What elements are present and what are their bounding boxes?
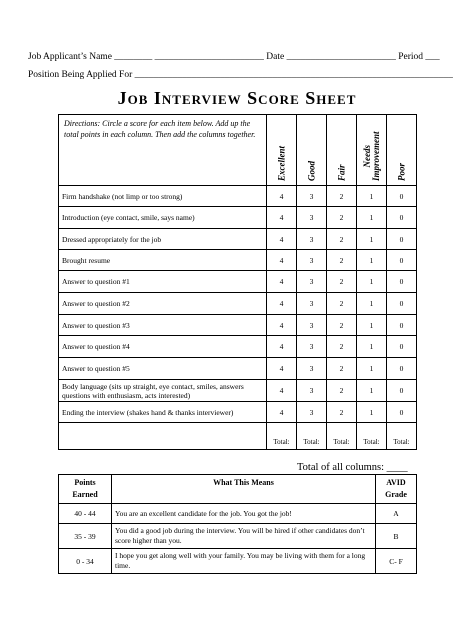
directions-text: Circle a score for each item below. Add up the total points in each column. Then add the columns together. — [64, 119, 256, 139]
score-row — [59, 315, 417, 336]
score-item-label: Introduction (eye contact, smile, says name) — [59, 207, 267, 229]
score-option[interactable]: 2 — [327, 380, 357, 402]
score-option[interactable]: 2 — [327, 229, 357, 250]
grade-row — [59, 524, 417, 549]
score-option[interactable]: 2 — [327, 186, 357, 207]
score-option[interactable]: 1 — [357, 336, 387, 358]
score-option[interactable]: 3 — [297, 402, 327, 423]
grade-points: 35 - 39 — [59, 524, 112, 549]
grade-letter: C- F — [376, 549, 417, 574]
grade-row — [59, 504, 417, 524]
score-item-label: Answer to question #5 — [59, 358, 267, 380]
score-option[interactable]: 2 — [327, 358, 357, 380]
score-option[interactable]: 1 — [357, 250, 387, 271]
score-table — [58, 114, 417, 450]
column-header-poor: Poor — [387, 115, 417, 186]
score-row — [59, 229, 417, 250]
score-option[interactable]: 0 — [387, 380, 417, 402]
score-option[interactable]: 0 — [387, 207, 417, 229]
score-item-label: Body language (sits up straight, eye contact, smiles, answers questions with enthusiasm, acts interested) — [59, 380, 267, 402]
grade-header-row — [59, 475, 417, 504]
score-option[interactable]: 4 — [267, 315, 297, 336]
score-option[interactable]: 0 — [387, 250, 417, 271]
score-option[interactable]: 0 — [387, 293, 417, 315]
score-row — [59, 207, 417, 229]
grade-meaning: You are an excellent candidate for the job. You got the job! — [112, 504, 376, 524]
score-option[interactable]: 1 — [357, 186, 387, 207]
score-item-label: Ending the interview (shakes hand & thanks interviewer) — [59, 402, 267, 423]
score-option[interactable]: 4 — [267, 250, 297, 271]
score-row — [59, 336, 417, 358]
score-option[interactable]: 4 — [267, 293, 297, 315]
score-option[interactable]: 1 — [357, 358, 387, 380]
score-option[interactable]: 0 — [387, 336, 417, 358]
score-option[interactable]: 2 — [327, 250, 357, 271]
score-option[interactable]: 0 — [387, 229, 417, 250]
meaning-header: What This Means — [112, 475, 376, 504]
grade-table — [58, 474, 417, 574]
score-row — [59, 402, 417, 423]
grade-points: 40 - 44 — [59, 504, 112, 524]
score-option[interactable]: 0 — [387, 402, 417, 423]
score-item-label: Brought resume — [59, 250, 267, 271]
score-row — [59, 186, 417, 207]
score-option[interactable]: 3 — [297, 229, 327, 250]
score-option[interactable]: 4 — [267, 207, 297, 229]
column-header-excellent: Excellent — [267, 115, 297, 186]
score-option[interactable]: 3 — [297, 271, 327, 293]
score-row — [59, 250, 417, 271]
score-option[interactable]: 4 — [267, 358, 297, 380]
score-option[interactable]: 1 — [357, 315, 387, 336]
grade-letter: A — [376, 504, 417, 524]
score-row — [59, 271, 417, 293]
score-item-label: Answer to question #1 — [59, 271, 267, 293]
grade-meaning: You did a good job during the interview. You will be hired if other candidates don’t score higher than you. — [112, 524, 376, 549]
score-option[interactable]: 4 — [267, 336, 297, 358]
score-option[interactable]: 1 — [357, 207, 387, 229]
grade-row — [59, 549, 417, 574]
grade-letter: B — [376, 524, 417, 549]
score-option[interactable]: 3 — [297, 358, 327, 380]
score-option[interactable]: 4 — [267, 402, 297, 423]
directions-label: Directions: — [64, 119, 101, 128]
total-fair[interactable]: Total: — [327, 423, 357, 450]
score-option[interactable]: 1 — [357, 271, 387, 293]
score-option[interactable]: 3 — [297, 186, 327, 207]
score-option[interactable]: 2 — [327, 271, 357, 293]
column-header-good: Good — [297, 115, 327, 186]
applicant-name-date-period-line[interactable]: Job Applicant’s Name ________ _______________________ Date _______________________ Period ___ — [28, 52, 440, 62]
score-option[interactable]: 1 — [357, 293, 387, 315]
score-option[interactable]: 3 — [297, 250, 327, 271]
score-option[interactable]: 0 — [387, 358, 417, 380]
score-option[interactable]: 1 — [357, 402, 387, 423]
score-option[interactable]: 4 — [267, 380, 297, 402]
page-title: Job Interview Score Sheet — [117, 88, 357, 108]
score-option[interactable]: 4 — [267, 186, 297, 207]
total-poor[interactable]: Total: — [387, 423, 417, 450]
score-item-label: Answer to question #3 — [59, 315, 267, 336]
score-header-row — [59, 115, 417, 186]
score-item-label: Dressed appropriately for the job — [59, 229, 267, 250]
avid-grade-header: AVID Grade — [376, 475, 417, 504]
score-option[interactable]: 2 — [327, 336, 357, 358]
score-option[interactable]: 1 — [357, 229, 387, 250]
column-header-needs-improvement: Needs Improvement — [357, 115, 387, 186]
score-option[interactable]: 2 — [327, 293, 357, 315]
score-option[interactable]: 4 — [267, 271, 297, 293]
totals-row-blank — [59, 423, 267, 450]
directions — [59, 115, 267, 186]
score-option[interactable]: 3 — [297, 293, 327, 315]
totals-row — [59, 423, 417, 450]
score-option[interactable]: 2 — [327, 207, 357, 229]
total-good[interactable]: Total: — [297, 423, 327, 450]
score-option[interactable]: 0 — [387, 271, 417, 293]
score-option[interactable]: 2 — [327, 402, 357, 423]
points-earned-header: Points Earned — [59, 475, 112, 504]
score-option[interactable]: 3 — [297, 207, 327, 229]
score-option[interactable]: 0 — [387, 186, 417, 207]
score-option[interactable]: 3 — [297, 315, 327, 336]
score-item-label: Firm handshake (not limp or too strong) — [59, 186, 267, 207]
grade-meaning: I hope you get along well with your family. You may be living with them for a long time. — [112, 549, 376, 574]
total-excellent[interactable]: Total: — [267, 423, 297, 450]
score-row — [59, 293, 417, 315]
score-option[interactable]: 3 — [297, 380, 327, 402]
total-needs-improvement[interactable]: Total: — [357, 423, 387, 450]
score-option[interactable]: 1 — [357, 380, 387, 402]
score-row — [59, 380, 417, 402]
score-item-label: Answer to question #4 — [59, 336, 267, 358]
score-option[interactable]: 3 — [297, 336, 327, 358]
score-option[interactable]: 4 — [267, 229, 297, 250]
score-option[interactable]: 0 — [387, 315, 417, 336]
total-all-columns[interactable]: Total of all columns: ____ — [297, 462, 408, 473]
score-item-label: Answer to question #2 — [59, 293, 267, 315]
position-applied-line[interactable]: Position Being Applied For ___________________________________________________________________ — [28, 70, 453, 80]
column-header-fair: Fair — [327, 115, 357, 186]
score-option[interactable]: 2 — [327, 315, 357, 336]
grade-points: 0 - 34 — [59, 549, 112, 574]
score-row — [59, 358, 417, 380]
